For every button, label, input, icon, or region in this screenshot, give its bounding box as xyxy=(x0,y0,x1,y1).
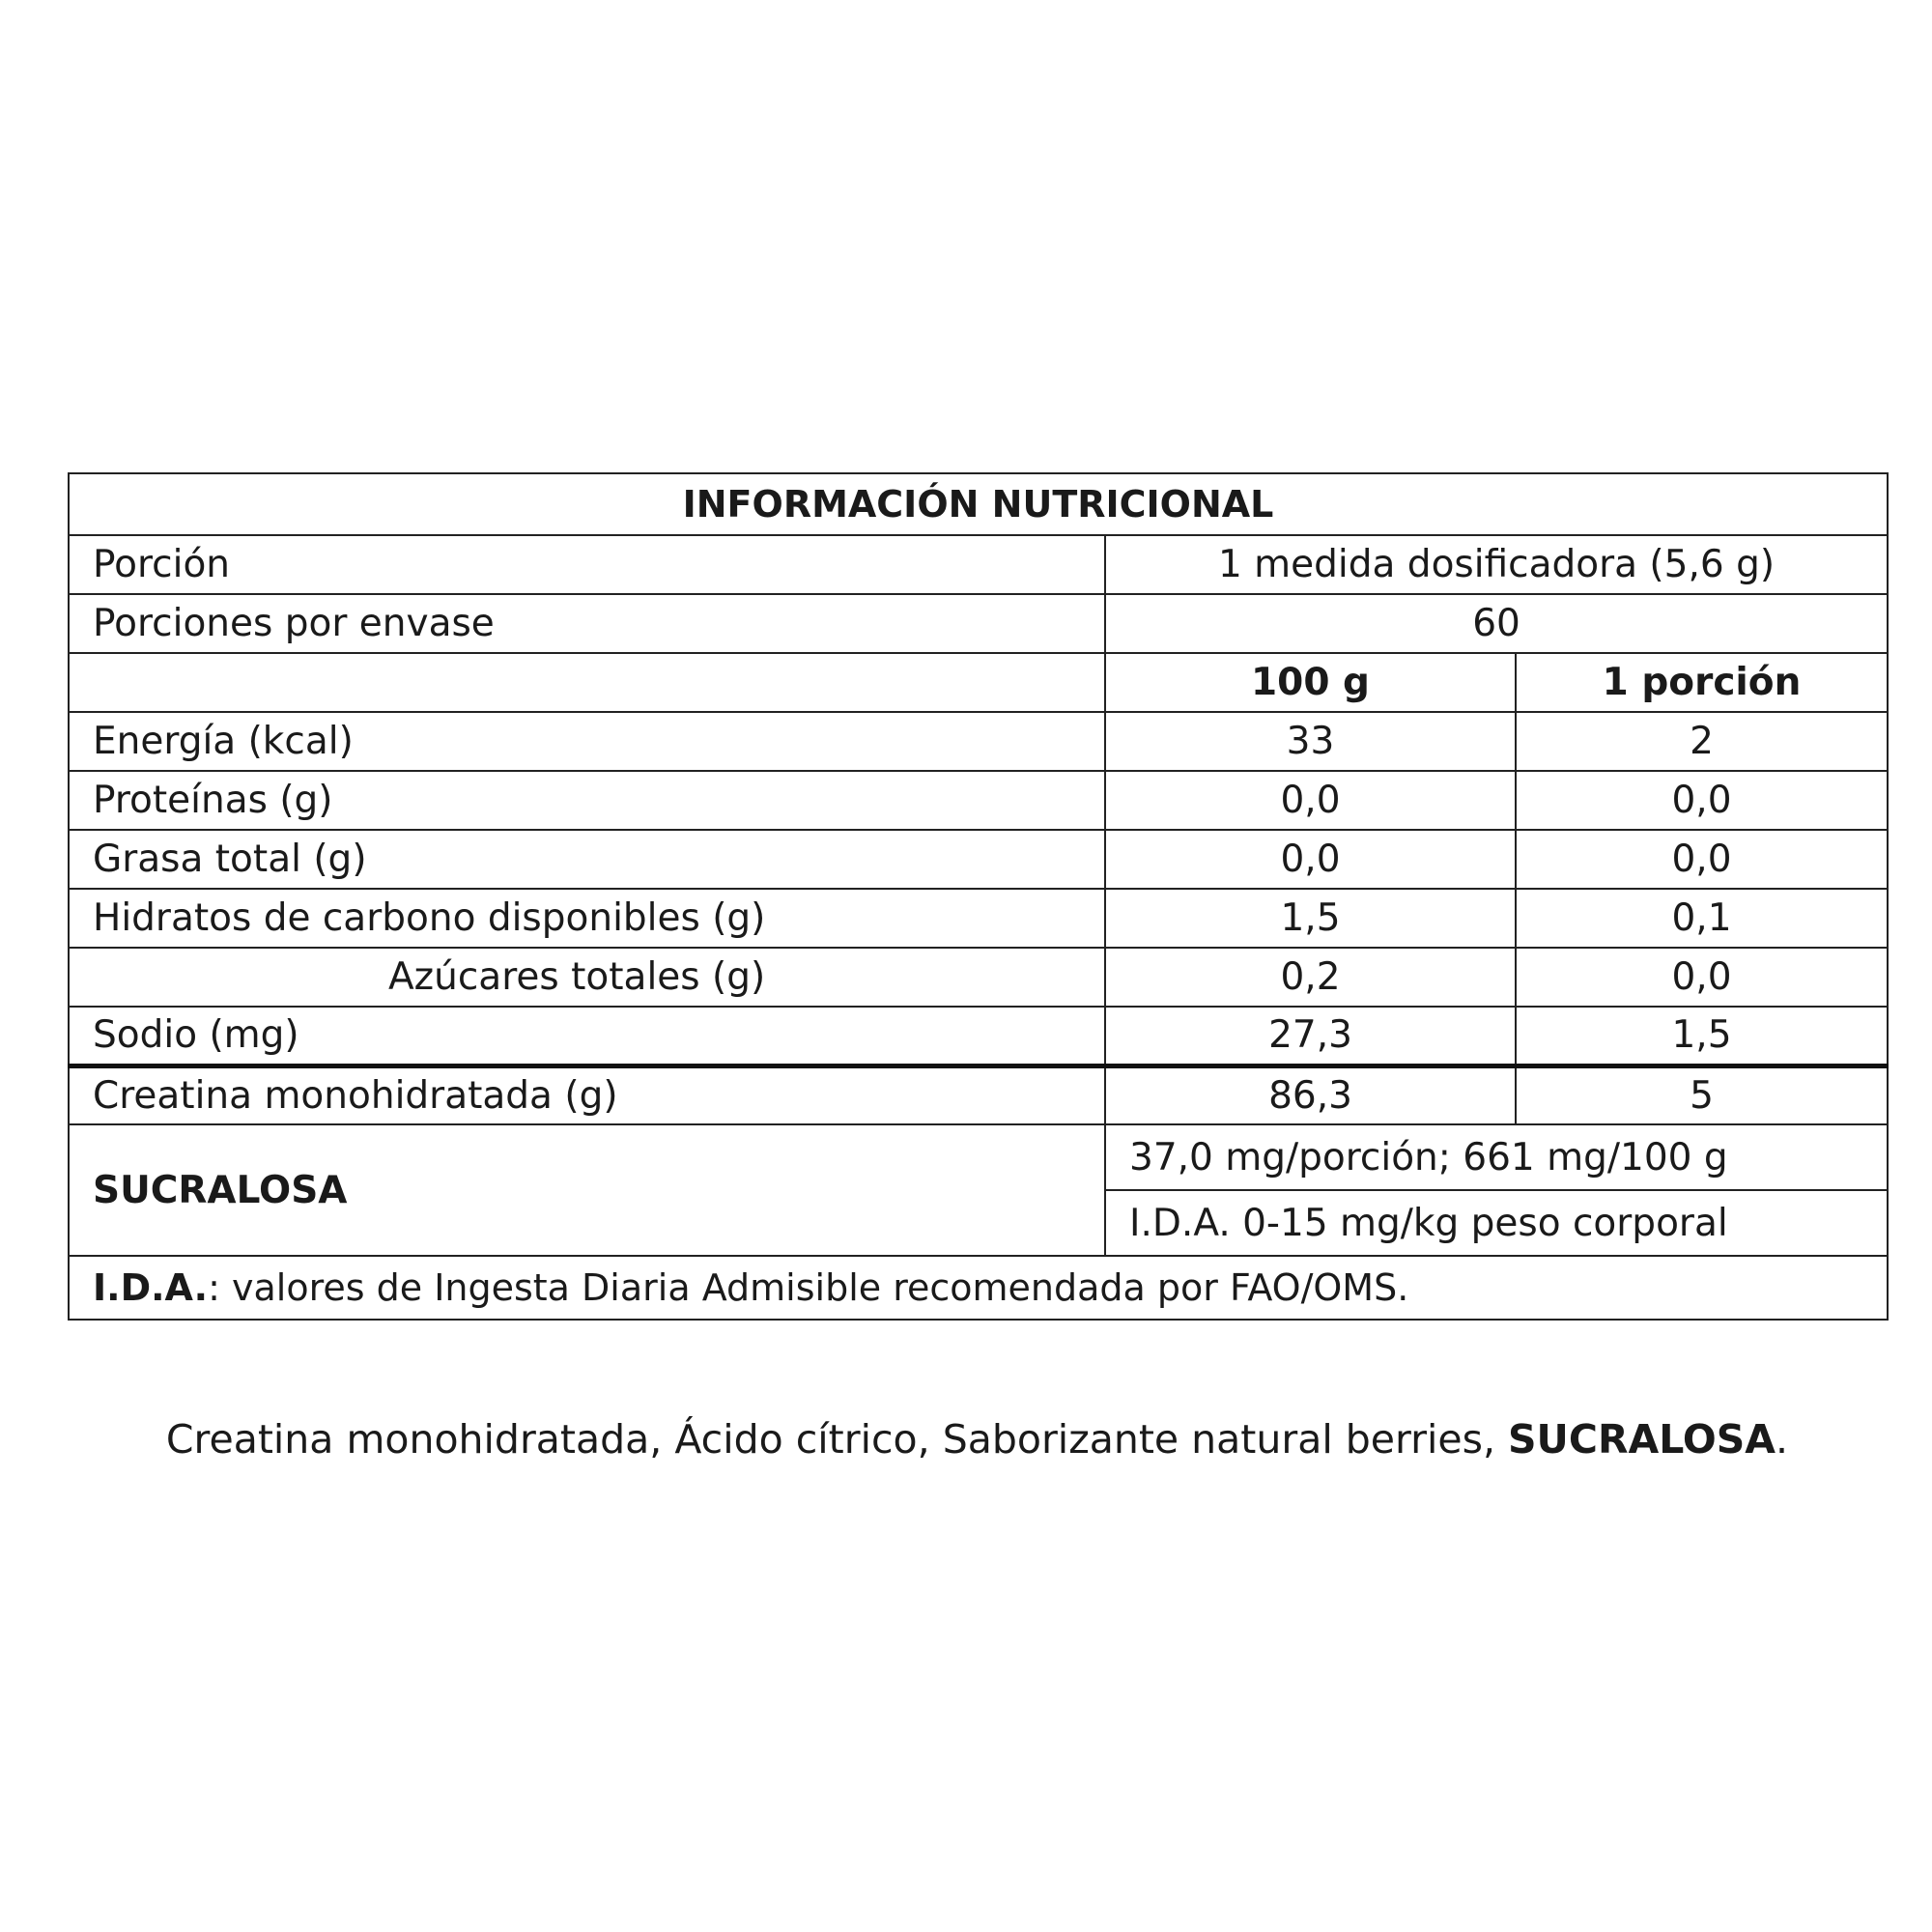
servings-row xyxy=(69,594,1888,653)
portion-label: Porción xyxy=(69,535,1105,594)
table-row-protein xyxy=(69,771,1888,830)
table-title-row xyxy=(69,473,1888,535)
row-value-100g: 27,3 xyxy=(1105,1007,1516,1065)
empty-header-cell xyxy=(69,653,1105,712)
row-label: Creatina monohidratada (g) xyxy=(69,1065,1105,1124)
row-value-100g: 33 xyxy=(1105,712,1516,771)
row-label: Energía (kcal) xyxy=(69,712,1105,771)
ingredients-end: . xyxy=(1776,1416,1789,1463)
sweetener-dose: 37,0 mg/porción; 661 mg/100 g xyxy=(1105,1124,1888,1190)
ingredients-text: Creatina monohidratada, Ácido cítrico, Saborizante natural berries, xyxy=(165,1416,1509,1463)
row-value-portion: 5 xyxy=(1516,1065,1888,1124)
row-label: Azúcares totales (g) xyxy=(69,948,1105,1007)
table-row-carbs xyxy=(69,889,1888,948)
row-label: Sodio (mg) xyxy=(69,1007,1105,1065)
row-label: Hidratos de carbono disponibles (g) xyxy=(69,889,1105,948)
row-value-portion: 2 xyxy=(1516,712,1888,771)
column-header-portion: 1 porción xyxy=(1516,653,1888,712)
table-title: INFORMACIÓN NUTRICIONAL xyxy=(69,473,1888,535)
row-label: Grasa total (g) xyxy=(69,830,1105,889)
footnote-text: : valores de Ingesta Diaria Admisible recomendada por FAO/OMS. xyxy=(208,1266,1409,1309)
portion-value: 1 medida dosificadora (5,6 g) xyxy=(1105,535,1888,594)
sweetener-ida: I.D.A. 0-15 mg/kg peso corporal xyxy=(1105,1190,1888,1256)
row-value-portion: 0,1 xyxy=(1516,889,1888,948)
row-value-100g: 86,3 xyxy=(1105,1065,1516,1124)
ingredients-list xyxy=(68,1416,1887,1463)
row-value-100g: 0,0 xyxy=(1105,771,1516,830)
sweetener-label: SUCRALOSA xyxy=(69,1124,1105,1256)
row-value-portion: 0,0 xyxy=(1516,830,1888,889)
row-value-portion: 0,0 xyxy=(1516,948,1888,1007)
servings-value: 60 xyxy=(1105,594,1888,653)
servings-label: Porciones por envase xyxy=(69,594,1105,653)
portion-row xyxy=(69,535,1888,594)
footnote-term: I.D.A. xyxy=(93,1266,209,1309)
table-row-creatine xyxy=(69,1065,1888,1124)
table-row-fat xyxy=(69,830,1888,889)
footnote xyxy=(69,1256,1888,1320)
footnote-row xyxy=(69,1256,1888,1320)
row-value-100g: 0,0 xyxy=(1105,830,1516,889)
table-row-energy xyxy=(69,712,1888,771)
row-value-portion: 0,0 xyxy=(1516,771,1888,830)
nutrition-facts-table xyxy=(68,472,1889,1321)
table-row-sodium xyxy=(69,1007,1888,1065)
row-value-portion: 1,5 xyxy=(1516,1007,1888,1065)
ingredients-bold: SUCRALOSA xyxy=(1508,1416,1776,1463)
column-header-row xyxy=(69,653,1888,712)
column-header-100g: 100 g xyxy=(1105,653,1516,712)
table-row-sugars xyxy=(69,948,1888,1007)
table-row-sweetener xyxy=(69,1124,1888,1190)
row-label: Proteínas (g) xyxy=(69,771,1105,830)
row-value-100g: 1,5 xyxy=(1105,889,1516,948)
row-value-100g: 0,2 xyxy=(1105,948,1516,1007)
